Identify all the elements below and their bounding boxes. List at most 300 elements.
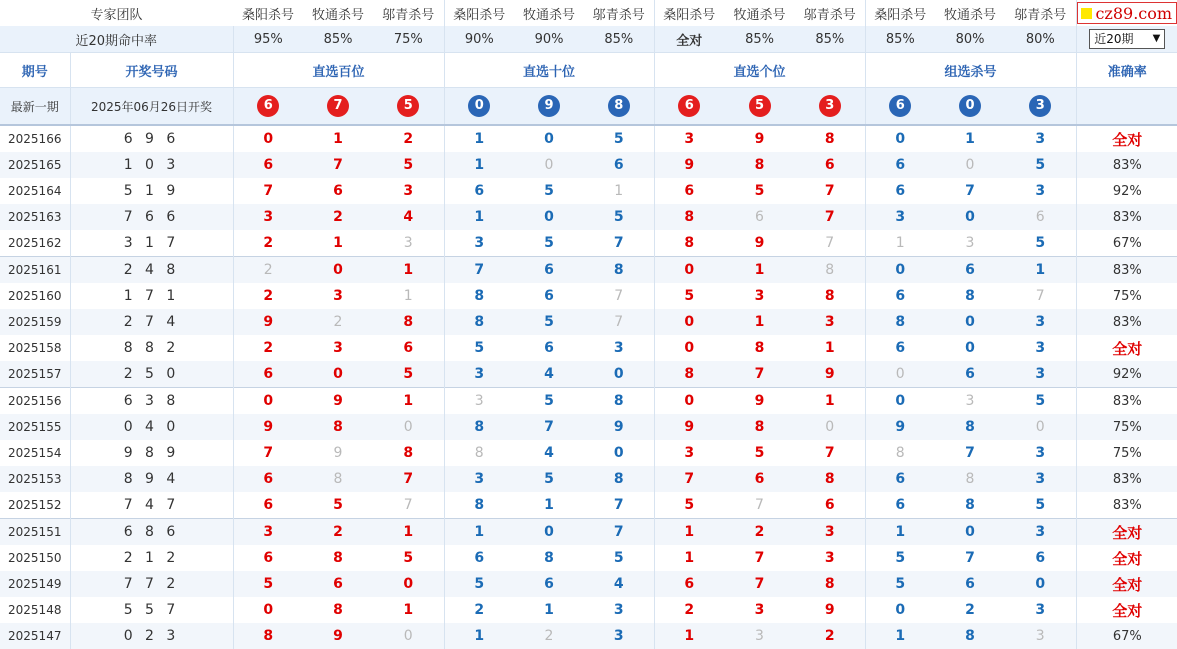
kill-number: 6 bbox=[303, 571, 373, 597]
kill-number: 5 bbox=[584, 125, 654, 152]
kill-number: 1 bbox=[654, 519, 724, 546]
kill-number: 1 bbox=[544, 602, 554, 618]
kill-number: 8 bbox=[544, 550, 554, 566]
kill-number: 6 bbox=[684, 183, 695, 199]
draw-numbers: 7 7 2 bbox=[70, 571, 233, 597]
latest-kill-ball: 3 bbox=[1029, 95, 1051, 117]
logo-cell bbox=[1076, 0, 1177, 26]
table-row bbox=[0, 309, 1177, 335]
kill-number: 3 bbox=[795, 309, 865, 335]
issue-number: 2025153 bbox=[0, 466, 70, 492]
draw-numbers: 7 4 7 bbox=[70, 492, 233, 519]
accuracy: 全对 bbox=[1112, 339, 1143, 358]
kill-number: 5 bbox=[333, 497, 343, 513]
kill-number: 6 bbox=[544, 340, 554, 356]
kill-number: 1 bbox=[373, 388, 444, 415]
table-row bbox=[0, 545, 1177, 571]
kill-number: 9 bbox=[795, 361, 865, 388]
draw-numbers: 8 8 2 bbox=[70, 335, 233, 361]
kill-number: 0 bbox=[654, 309, 724, 335]
kill-number: 7 bbox=[724, 571, 795, 597]
kill-number: 1 bbox=[333, 235, 343, 251]
accuracy: 83% bbox=[1076, 466, 1177, 492]
kill-number: 6 bbox=[1005, 545, 1076, 571]
kill-number: 0 bbox=[895, 602, 906, 618]
kill-number: 6 bbox=[544, 288, 554, 304]
kill-number: 8 bbox=[965, 497, 975, 513]
kill-number: 1 bbox=[474, 131, 485, 147]
kill-number: 1 bbox=[373, 257, 444, 284]
hit-rate: 80% bbox=[935, 26, 1005, 53]
kill-number: 0 bbox=[684, 340, 695, 356]
kill-number: 0 bbox=[795, 414, 865, 440]
kill-number: 7 bbox=[965, 445, 975, 461]
table-row bbox=[0, 597, 1177, 623]
period-select[interactable] bbox=[1089, 29, 1165, 49]
kill-number: 0 bbox=[544, 131, 554, 147]
kill-number: 7 bbox=[795, 178, 865, 204]
kill-number: 0 bbox=[233, 388, 303, 415]
draw-numbers: 2 5 0 bbox=[70, 361, 233, 388]
kill-number: 3 bbox=[373, 230, 444, 257]
chevron-down-icon: ▼ bbox=[1152, 33, 1161, 44]
issue-number: 2025162 bbox=[0, 230, 70, 257]
kill-number: 0 bbox=[584, 361, 654, 388]
kill-number: 8 bbox=[795, 257, 865, 284]
kill-number: 8 bbox=[373, 309, 444, 335]
kill-number: 1 bbox=[1005, 257, 1076, 284]
kill-number: 7 bbox=[373, 492, 444, 519]
expert-name: 牧通杀号 bbox=[724, 0, 795, 26]
table-row bbox=[0, 414, 1177, 440]
accuracy-header: 准确率 bbox=[1076, 53, 1177, 88]
draw-numbers: 0 2 3 bbox=[70, 623, 233, 649]
kill-number: 0 bbox=[373, 623, 444, 649]
kill-number: 8 bbox=[965, 288, 975, 304]
kill-number: 9 bbox=[654, 414, 724, 440]
table-row bbox=[0, 230, 1177, 257]
kill-number: 3 bbox=[1005, 309, 1076, 335]
kill-number: 9 bbox=[865, 414, 935, 440]
accuracy: 92% bbox=[1076, 361, 1177, 388]
hit-rate: 全对 bbox=[654, 26, 724, 53]
latest-kill-ball: 6 bbox=[889, 95, 911, 117]
issue-number: 2025161 bbox=[0, 257, 70, 284]
kill-number: 7 bbox=[654, 466, 724, 492]
kill-number: 8 bbox=[474, 288, 485, 304]
kill-number: 8 bbox=[865, 309, 935, 335]
kill-number: 8 bbox=[333, 602, 343, 618]
kill-number: 3 bbox=[444, 388, 514, 415]
kill-number: 1 bbox=[865, 623, 935, 649]
kill-number: 0 bbox=[1005, 571, 1076, 597]
kill-number: 9 bbox=[303, 623, 373, 649]
kill-number: 7 bbox=[795, 230, 865, 257]
kill-number: 6 bbox=[233, 361, 303, 388]
kill-number: 3 bbox=[444, 361, 514, 388]
kill-number: 3 bbox=[795, 519, 865, 546]
kill-number: 3 bbox=[684, 445, 695, 461]
kill-number: 6 bbox=[895, 288, 906, 304]
kill-number: 5 bbox=[233, 571, 303, 597]
kill-number: 0 bbox=[303, 361, 373, 388]
hit-rate: 90% bbox=[444, 26, 514, 53]
kill-number: 7 bbox=[1005, 283, 1076, 309]
kill-number: 6 bbox=[373, 335, 444, 361]
kill-number: 3 bbox=[795, 545, 865, 571]
kill-number: 7 bbox=[584, 519, 654, 546]
kill-number: 1 bbox=[795, 335, 865, 361]
expert-name: 邬青杀号 bbox=[584, 0, 654, 26]
kill-number: 6 bbox=[584, 152, 654, 178]
latest-kill-cell bbox=[373, 88, 444, 126]
hit-rate: 85% bbox=[303, 26, 373, 53]
accuracy: 67% bbox=[1076, 623, 1177, 649]
latest-kill-cell bbox=[514, 88, 584, 126]
draw-numbers: 6 8 6 bbox=[70, 519, 233, 546]
kill-number: 9 bbox=[795, 597, 865, 623]
kill-number: 0 bbox=[965, 340, 975, 356]
kill-number: 3 bbox=[584, 597, 654, 623]
latest-kill-ball: 6 bbox=[678, 95, 700, 117]
kill-number: 7 bbox=[965, 550, 975, 566]
table-row bbox=[0, 623, 1177, 649]
kill-number: 7 bbox=[263, 445, 274, 461]
kill-number: 5 bbox=[1005, 230, 1076, 257]
kill-number: 1 bbox=[965, 131, 975, 147]
kill-number: 2 bbox=[684, 602, 695, 618]
kill-number: 0 bbox=[263, 131, 274, 147]
accuracy: 83% bbox=[1076, 309, 1177, 335]
kill-number: 1 bbox=[373, 519, 444, 546]
expert-name: 桑阳杀号 bbox=[233, 0, 303, 26]
period-select-cell bbox=[1076, 26, 1177, 53]
latest-kill-ball: 8 bbox=[608, 95, 630, 117]
accuracy: 83% bbox=[1112, 497, 1142, 513]
kill-number: 2 bbox=[514, 623, 584, 649]
issue-number: 2025157 bbox=[0, 361, 70, 388]
kill-number: 5 bbox=[865, 571, 935, 597]
draw-numbers: 9 8 9 bbox=[70, 440, 233, 466]
hit-rate: 85% bbox=[865, 26, 935, 53]
draw-numbers: 6 3 8 bbox=[70, 388, 233, 415]
kill-number: 3 bbox=[233, 519, 303, 546]
group-header-group: 组选杀号 bbox=[865, 53, 1076, 88]
kill-number: 0 bbox=[584, 440, 654, 466]
kill-number: 7 bbox=[263, 183, 274, 199]
expert-row bbox=[0, 0, 1177, 26]
kill-number: 6 bbox=[895, 340, 906, 356]
kill-number: 8 bbox=[303, 466, 373, 492]
latest-accuracy-cell bbox=[1076, 88, 1177, 126]
kill-number: 7 bbox=[795, 204, 865, 230]
kill-number: 4 bbox=[373, 204, 444, 230]
kill-number: 4 bbox=[544, 445, 554, 461]
issue-number: 2025155 bbox=[0, 414, 70, 440]
kill-number: 8 bbox=[373, 440, 444, 466]
kill-number: 5 bbox=[514, 309, 584, 335]
kill-number: 1 bbox=[584, 178, 654, 204]
hit-rate: 75% bbox=[373, 26, 444, 53]
kill-number: 2 bbox=[373, 125, 444, 152]
hit-rate: 85% bbox=[795, 26, 865, 53]
kill-number: 7 bbox=[584, 309, 654, 335]
latest-kill-ball: 7 bbox=[327, 95, 349, 117]
issue-number: 2025159 bbox=[0, 309, 70, 335]
kill-number: 8 bbox=[795, 571, 865, 597]
expert-name: 牧通杀号 bbox=[514, 0, 584, 26]
issue-number: 2025163 bbox=[0, 204, 70, 230]
kill-number: 5 bbox=[444, 571, 514, 597]
hit-rate: 80% bbox=[1005, 26, 1076, 53]
kill-number: 2 bbox=[263, 340, 274, 356]
expert-name: 邬青杀号 bbox=[373, 0, 444, 26]
kill-number: 3 bbox=[333, 340, 343, 356]
kill-number: 5 bbox=[544, 183, 554, 199]
kill-number: 5 bbox=[584, 204, 654, 230]
kill-number: 8 bbox=[654, 361, 724, 388]
kill-number: 2 bbox=[965, 602, 975, 618]
latest-kill-ball: 0 bbox=[959, 95, 981, 117]
draw-numbers: 2 7 4 bbox=[70, 309, 233, 335]
kill-number: 2 bbox=[303, 519, 373, 546]
latest-kill-ball: 6 bbox=[257, 95, 279, 117]
kill-number: 6 bbox=[263, 497, 274, 513]
table-row bbox=[0, 335, 1177, 361]
kill-number: 6 bbox=[795, 492, 865, 519]
kill-number: 3 bbox=[1005, 440, 1076, 466]
site-logo[interactable] bbox=[1077, 2, 1177, 24]
kill-number: 0 bbox=[303, 257, 373, 284]
draw-numbers: 6 9 6 bbox=[70, 125, 233, 152]
accuracy: 75% bbox=[1112, 288, 1142, 304]
table-row bbox=[0, 492, 1177, 519]
kill-number: 5 bbox=[514, 466, 584, 492]
kill-number: 5 bbox=[895, 550, 906, 566]
kill-number: 3 bbox=[865, 204, 935, 230]
table-row bbox=[0, 388, 1177, 415]
group-header-units: 直选个位 bbox=[654, 53, 865, 88]
kill-number: 1 bbox=[444, 152, 514, 178]
kill-number: 1 bbox=[444, 623, 514, 649]
kill-number: 1 bbox=[865, 519, 935, 546]
kill-number: 0 bbox=[654, 388, 724, 415]
kill-number: 3 bbox=[754, 288, 765, 304]
kill-number: 1 bbox=[795, 388, 865, 415]
kill-number: 7 bbox=[514, 414, 584, 440]
latest-kill-cell bbox=[795, 88, 865, 126]
table-row bbox=[0, 178, 1177, 204]
latest-kill-cell bbox=[654, 88, 724, 126]
kill-number: 8 bbox=[584, 466, 654, 492]
kill-number: 3 bbox=[935, 388, 1005, 415]
kill-number: 0 bbox=[935, 519, 1005, 546]
kill-number: 3 bbox=[1005, 125, 1076, 152]
kill-number: 6 bbox=[1005, 204, 1076, 230]
kill-number: 7 bbox=[754, 550, 765, 566]
latest-issue-row bbox=[0, 88, 1177, 126]
kill-number: 0 bbox=[865, 257, 935, 284]
kill-number: 7 bbox=[795, 440, 865, 466]
logo-square-icon bbox=[1081, 8, 1092, 19]
kill-number: 1 bbox=[444, 519, 514, 546]
kill-number: 0 bbox=[373, 571, 444, 597]
kill-number: 6 bbox=[474, 550, 485, 566]
draw-header: 开奖号码 bbox=[70, 53, 233, 88]
kill-number: 0 bbox=[514, 152, 584, 178]
latest-kill-ball: 3 bbox=[819, 95, 841, 117]
table-row bbox=[0, 440, 1177, 466]
draw-numbers: 7 6 6 bbox=[70, 204, 233, 230]
kill-number: 0 bbox=[263, 602, 274, 618]
kill-number: 0 bbox=[654, 257, 724, 284]
latest-kill-cell bbox=[233, 88, 303, 126]
kill-number: 6 bbox=[233, 466, 303, 492]
kill-number: 5 bbox=[754, 445, 765, 461]
latest-kill-cell bbox=[935, 88, 1005, 126]
kill-number: 6 bbox=[514, 571, 584, 597]
kill-number: 7 bbox=[584, 230, 654, 257]
kill-number: 6 bbox=[895, 497, 906, 513]
kill-number: 3 bbox=[1005, 519, 1076, 546]
accuracy: 83% bbox=[1076, 257, 1177, 284]
kill-number: 3 bbox=[584, 623, 654, 649]
expert-name: 牧通杀号 bbox=[303, 0, 373, 26]
kill-number: 1 bbox=[544, 497, 554, 513]
kill-number: 2 bbox=[303, 204, 373, 230]
table-row bbox=[0, 361, 1177, 388]
kill-number: 2 bbox=[795, 623, 865, 649]
kill-number: 2 bbox=[233, 257, 303, 284]
kill-number: 3 bbox=[584, 335, 654, 361]
logo-text: cz89.com bbox=[1095, 3, 1173, 23]
kill-number: 8 bbox=[724, 152, 795, 178]
kill-number: 6 bbox=[724, 204, 795, 230]
kill-number: 2 bbox=[263, 288, 274, 304]
accuracy: 83% bbox=[1076, 388, 1177, 415]
kill-number: 2 bbox=[303, 309, 373, 335]
latest-kill-cell bbox=[584, 88, 654, 126]
issue-number: 2025156 bbox=[0, 388, 70, 415]
kill-number: 7 bbox=[303, 152, 373, 178]
kill-number: 3 bbox=[333, 288, 343, 304]
kill-number: 8 bbox=[895, 445, 905, 461]
table-row bbox=[0, 466, 1177, 492]
kill-number: 1 bbox=[373, 283, 444, 309]
kill-number: 9 bbox=[233, 309, 303, 335]
kill-number: 0 bbox=[514, 519, 584, 546]
kill-number: 6 bbox=[865, 152, 935, 178]
issue-number: 2025147 bbox=[0, 623, 70, 649]
kill-number: 5 bbox=[684, 497, 695, 513]
kill-number: 6 bbox=[935, 571, 1005, 597]
kill-number: 3 bbox=[724, 623, 795, 649]
accuracy: 83% bbox=[1076, 204, 1177, 230]
latest-kill-cell bbox=[1005, 88, 1076, 126]
kill-number: 7 bbox=[584, 283, 654, 309]
kill-number: 3 bbox=[754, 602, 765, 618]
table-row bbox=[0, 283, 1177, 309]
kill-number: 9 bbox=[233, 414, 303, 440]
kill-number: 0 bbox=[1005, 414, 1076, 440]
kill-number: 8 bbox=[795, 125, 865, 152]
column-header-row bbox=[0, 53, 1177, 88]
issue-header: 期号 bbox=[0, 53, 70, 88]
kill-number: 1 bbox=[895, 235, 905, 251]
kill-number: 5 bbox=[544, 235, 554, 251]
latest-kill-cell bbox=[303, 88, 373, 126]
hit-rate: 95% bbox=[233, 26, 303, 53]
kill-number: 9 bbox=[333, 445, 343, 461]
kill-number: 1 bbox=[684, 550, 695, 566]
kill-number: 2 bbox=[263, 235, 274, 251]
group-header-hundreds: 直选百位 bbox=[233, 53, 444, 88]
kill-number: 6 bbox=[895, 183, 906, 199]
issue-number: 2025165 bbox=[0, 152, 70, 178]
issue-number: 2025149 bbox=[0, 571, 70, 597]
kill-number: 5 bbox=[584, 545, 654, 571]
draw-numbers: 2 1 2 bbox=[70, 545, 233, 571]
kill-number: 7 bbox=[373, 466, 444, 492]
table-row bbox=[0, 257, 1177, 284]
kill-number: 1 bbox=[724, 309, 795, 335]
kill-number: 2 bbox=[474, 602, 485, 618]
issue-number: 2025151 bbox=[0, 519, 70, 546]
kill-number: 3 bbox=[965, 235, 975, 251]
issue-number: 2025166 bbox=[0, 125, 70, 152]
kill-number: 4 bbox=[584, 571, 654, 597]
kill-number: 8 bbox=[474, 445, 484, 461]
kill-number: 8 bbox=[233, 623, 303, 649]
kill-number: 5 bbox=[684, 288, 695, 304]
expert-name: 桑阳杀号 bbox=[654, 0, 724, 26]
latest-kill-cell bbox=[444, 88, 514, 126]
kill-number: 0 bbox=[865, 361, 935, 388]
table-row bbox=[0, 204, 1177, 230]
kill-number: 8 bbox=[935, 623, 1005, 649]
period-select-value: 近20期 bbox=[1094, 32, 1134, 46]
accuracy: 全对 bbox=[1112, 549, 1143, 568]
kill-number: 6 bbox=[474, 183, 485, 199]
group-header-tens: 直选十位 bbox=[444, 53, 654, 88]
expert-name: 邬青杀号 bbox=[1005, 0, 1076, 26]
accuracy: 全对 bbox=[1112, 601, 1143, 620]
kill-number: 3 bbox=[233, 204, 303, 230]
kill-number: 2 bbox=[724, 519, 795, 546]
kill-number: 8 bbox=[935, 414, 1005, 440]
kill-number: 6 bbox=[865, 466, 935, 492]
kill-number: 8 bbox=[444, 309, 514, 335]
draw-numbers: 1 0 3 bbox=[70, 152, 233, 178]
hit-rate: 90% bbox=[514, 26, 584, 53]
latest-kill-cell bbox=[724, 88, 795, 126]
draw-numbers: 0 4 0 bbox=[70, 414, 233, 440]
accuracy: 83% bbox=[1076, 152, 1177, 178]
draw-numbers: 5 5 7 bbox=[70, 597, 233, 623]
kill-number: 6 bbox=[935, 361, 1005, 388]
kill-number: 9 bbox=[303, 388, 373, 415]
kill-number: 5 bbox=[474, 340, 485, 356]
accuracy: 92% bbox=[1112, 183, 1142, 199]
expert-team-label: 专家团队 bbox=[0, 0, 233, 26]
latest-kill-cell bbox=[865, 88, 935, 126]
kill-number: 3 bbox=[373, 178, 444, 204]
kill-number: 8 bbox=[935, 466, 1005, 492]
draw-numbers: 5 1 9 bbox=[70, 178, 233, 204]
kill-number: 3 bbox=[444, 466, 514, 492]
kill-number: 0 bbox=[895, 131, 906, 147]
table-row bbox=[0, 571, 1177, 597]
